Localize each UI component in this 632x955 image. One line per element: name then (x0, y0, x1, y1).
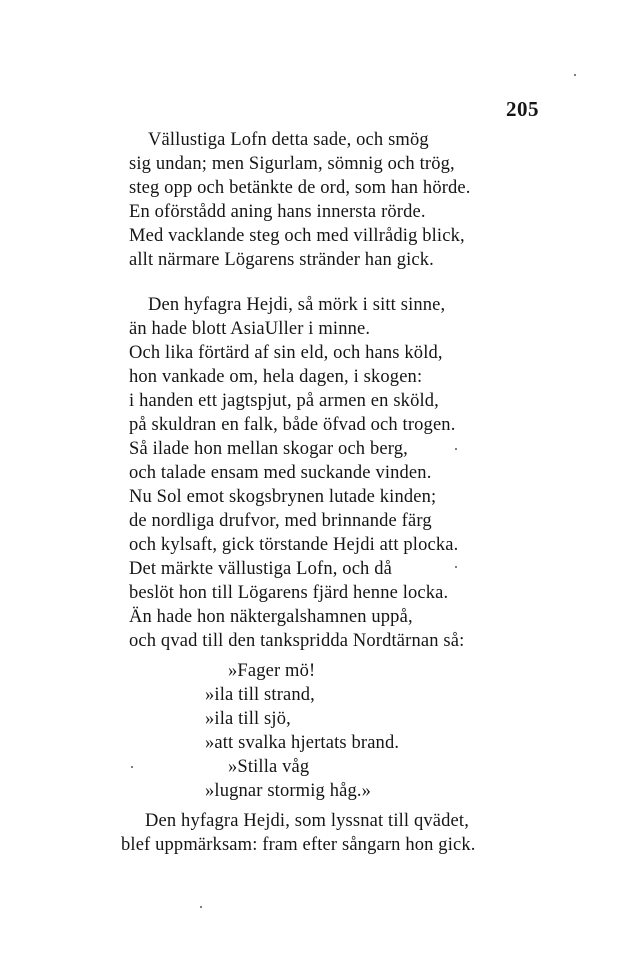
song-line: »ila till sjö, (205, 709, 291, 729)
verse-line: steg opp och betänkte de ord, som han hörde. (129, 178, 471, 198)
song-line: »ila till strand, (205, 685, 315, 705)
scan-speck (455, 566, 457, 568)
verse-line: än hade blott AsiaUller i minne. (129, 319, 371, 339)
song-line: »lugnar stormig håg.» (205, 781, 372, 801)
verse-line: Och lika förtärd af sin eld, och hans köld, (129, 343, 443, 363)
verse-line: Den hyfagra Hejdi, så mörk i sitt sinne, (148, 295, 446, 315)
verse-line: de nordliga drufvor, med brinnande färg (129, 511, 432, 531)
verse-line: En oförstådd aning hans innersta rörde. (129, 202, 426, 222)
scan-speck (131, 766, 133, 768)
scan-speck (574, 74, 576, 76)
verse-line: Det märkte vällustiga Lofn, och då (129, 559, 392, 579)
verse-line: Med vacklande steg och med villrådig blick, (129, 226, 465, 246)
verse-line: och talade ensam med suckande vinden. (129, 463, 432, 483)
verse-line: Nu Sol emot skogsbrynen lutade kinden; (129, 487, 437, 507)
verse-line: och qvad till den tankspridda Nordtärnan så: (129, 631, 465, 651)
verse-line: Så ilade hon mellan skogar och berg, (129, 439, 408, 459)
verse-line: på skuldran en falk, både öfvad och trogen. (129, 415, 456, 435)
verse-line: och kylsaft, gick törstande Hejdi att plocka. (129, 535, 459, 555)
song-line: »Fager mö! (228, 661, 316, 681)
page-number: 205 (506, 97, 539, 121)
verse-line: sig undan; men Sigurlam, sömnig och trög, (129, 154, 455, 174)
song-line: »Stilla våg (228, 757, 310, 777)
verse-line: Den hyfagra Hejdi, som lyssnat till qvädet, (145, 811, 469, 831)
verse-line: beslöt hon till Lögarens fjärd henne locka. (129, 583, 449, 603)
verse-line: hon vankade om, hela dagen, i skogen: (129, 367, 423, 387)
verse-line: i handen ett jagtspjut, på armen en sköld, (129, 391, 439, 411)
song-line: »att svalka hjertats brand. (205, 733, 400, 753)
verse-line: blef uppmärksam: fram efter sångarn hon gick. (121, 835, 476, 855)
verse-line: allt närmare Lögarens stränder han gick. (129, 250, 434, 270)
scan-speck (455, 448, 457, 450)
verse-line: Än hade hon näktergalshamnen uppå, (129, 607, 413, 627)
scan-speck (200, 906, 202, 908)
verse-line: Vällustiga Lofn detta sade, och smög (148, 130, 429, 150)
